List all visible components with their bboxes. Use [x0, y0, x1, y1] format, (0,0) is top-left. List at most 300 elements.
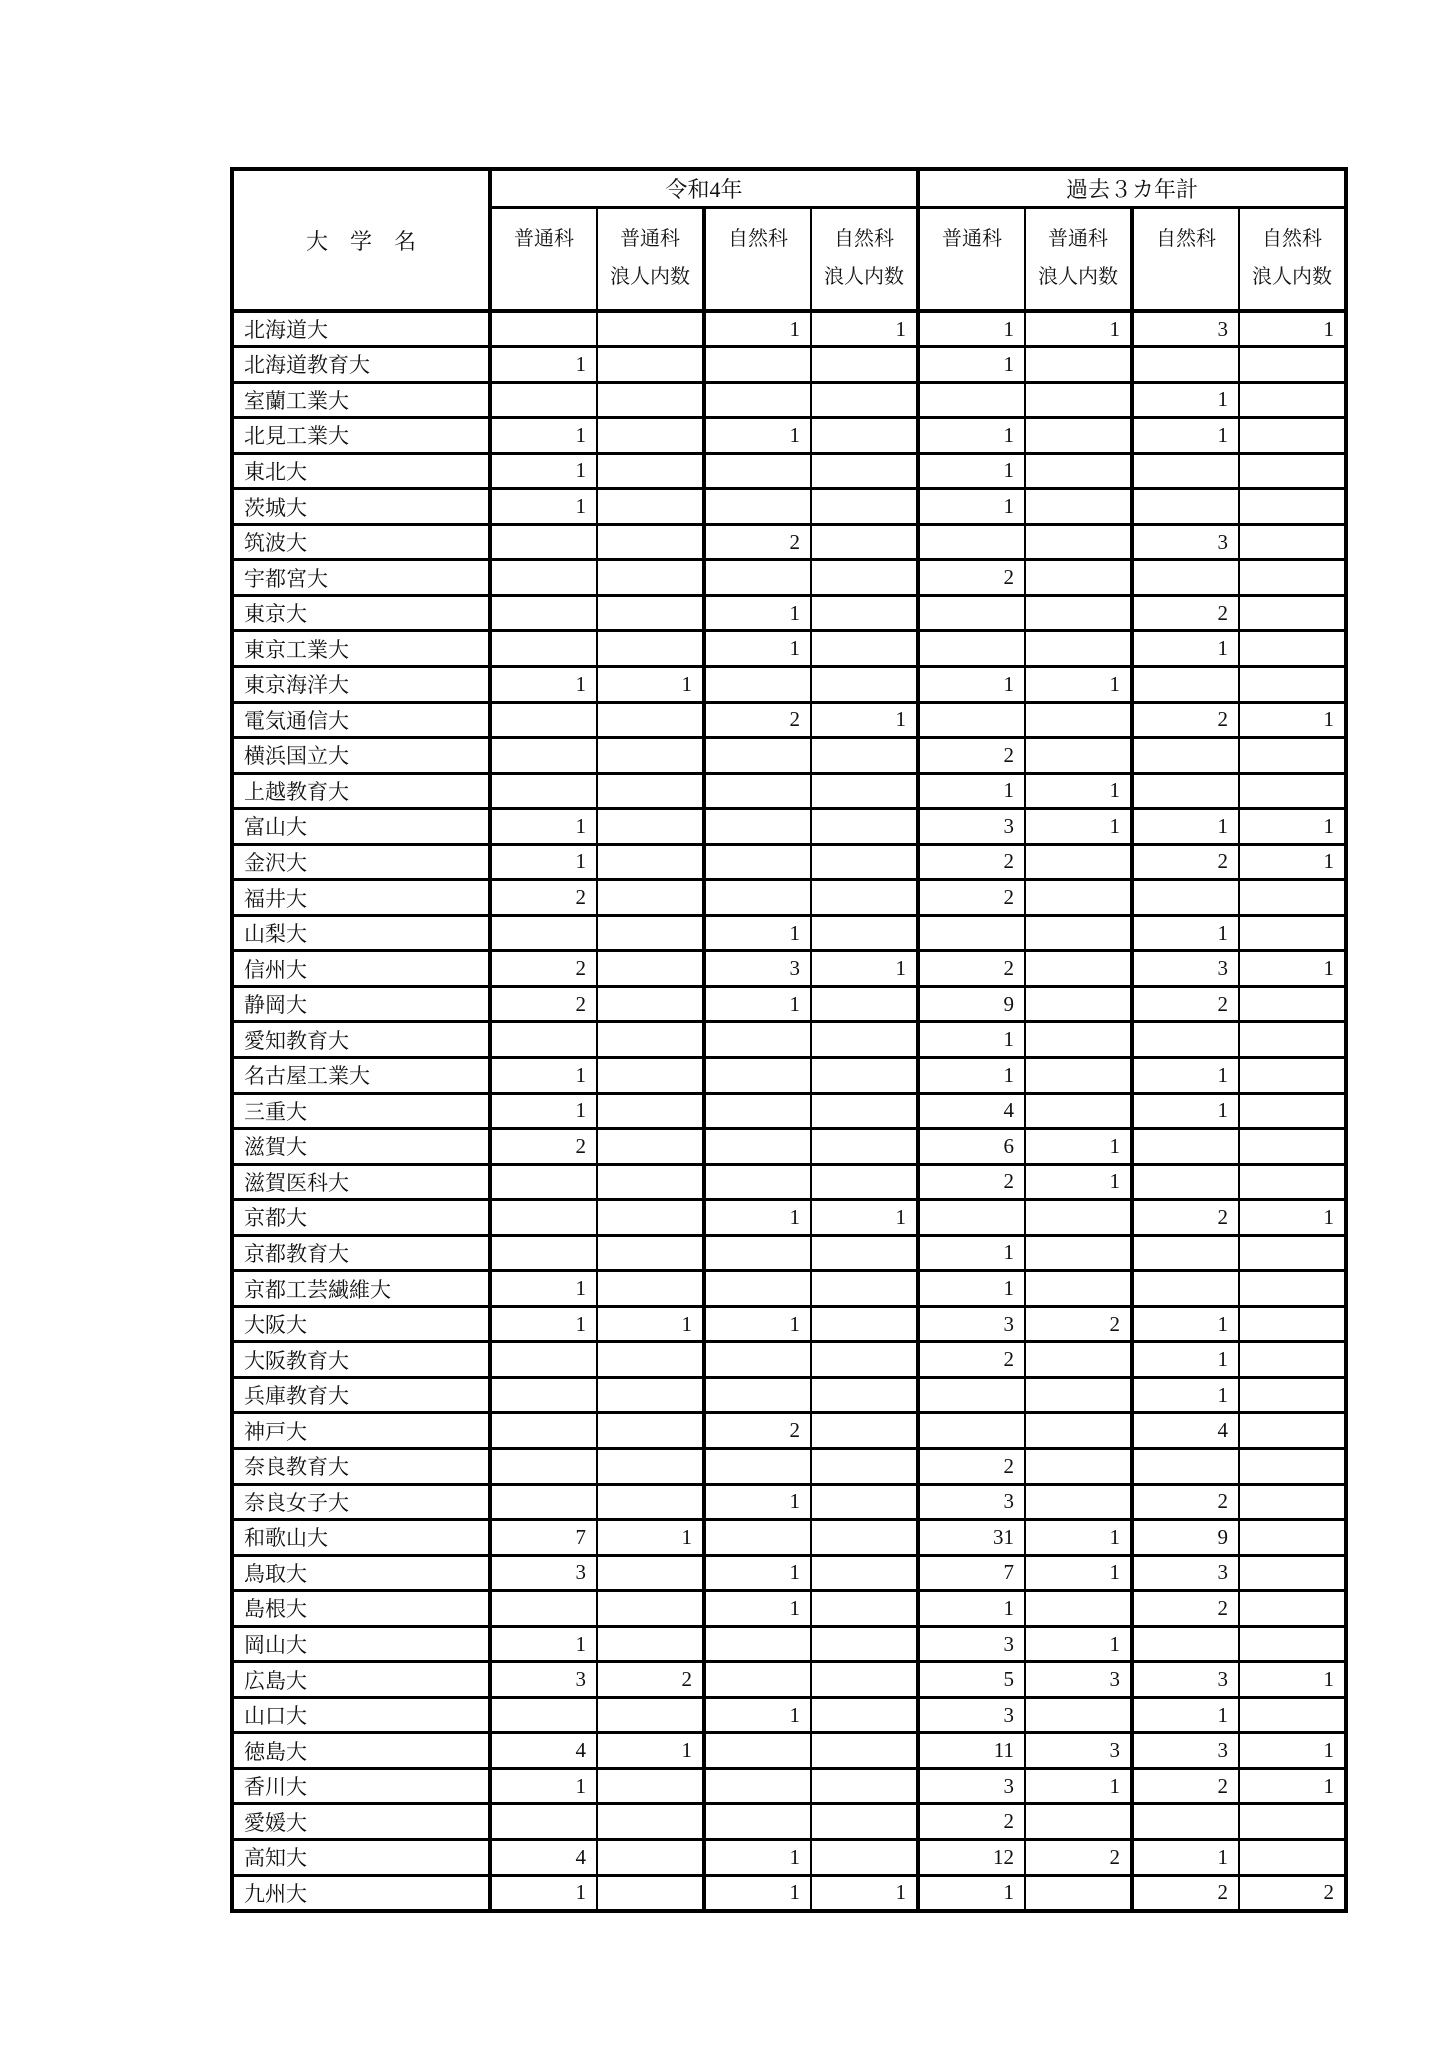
university-name-cell: 三重大: [232, 1093, 490, 1129]
university-name-cell: 信州大: [232, 951, 490, 987]
value-cell: 1: [918, 1271, 1025, 1307]
value-cell: [704, 738, 811, 774]
value-cell: 7: [918, 1555, 1025, 1591]
value-cell: [1132, 560, 1239, 596]
value-cell: 1: [811, 702, 918, 738]
value-cell: [597, 1875, 704, 1911]
value-cell: 2: [704, 1413, 811, 1449]
value-cell: 1: [1025, 1164, 1132, 1200]
subcolumn-label-line1: 自然科: [1262, 227, 1323, 250]
value-cell: [1239, 453, 1346, 489]
value-cell: 2: [597, 1662, 704, 1698]
value-cell: [811, 524, 918, 560]
value-cell: [918, 915, 1025, 951]
value-cell: 2: [1025, 1306, 1132, 1342]
value-cell: [811, 1022, 918, 1058]
value-cell: [811, 453, 918, 489]
value-cell: [704, 347, 811, 383]
value-cell: 1: [704, 631, 811, 667]
value-cell: [704, 1662, 811, 1698]
table-row: [232, 382, 1346, 418]
value-cell: [490, 773, 597, 809]
value-cell: 1: [1239, 1733, 1346, 1769]
value-cell: 1: [1025, 1555, 1132, 1591]
subcolumn-label-line1: 自然科: [834, 227, 894, 250]
value-cell: [704, 1520, 811, 1556]
value-cell: [597, 915, 704, 951]
university-name-cell: 広島大: [232, 1662, 490, 1698]
value-cell: [811, 1768, 918, 1804]
value-cell: 1: [918, 1875, 1025, 1911]
value-cell: 1: [490, 1875, 597, 1911]
table-row: [232, 1093, 1346, 1129]
value-cell: 1: [811, 1200, 918, 1236]
value-cell: [1025, 453, 1132, 489]
university-name-cell: 北海道教育大: [232, 347, 490, 383]
table-row: [232, 1200, 1346, 1236]
subcolumn-label-line2: [920, 258, 1024, 296]
value-cell: [597, 595, 704, 631]
value-cell: [1025, 1449, 1132, 1485]
table-row: [232, 453, 1346, 489]
value-cell: [597, 1840, 704, 1876]
subcolumn-label-line2: [492, 258, 596, 296]
university-name-cell: 山梨大: [232, 915, 490, 951]
value-cell: [704, 1129, 811, 1165]
value-cell: 2: [1132, 844, 1239, 880]
university-name-cell: 東北大: [232, 453, 490, 489]
table-row: [232, 915, 1346, 951]
value-cell: [1132, 880, 1239, 916]
value-cell: [1025, 1093, 1132, 1129]
section-header-past-3-years-total: 過去３カ年計: [918, 169, 1346, 207]
value-cell: [704, 844, 811, 880]
value-cell: [1239, 347, 1346, 383]
value-cell: 11: [918, 1733, 1025, 1769]
value-cell: [1239, 560, 1346, 596]
value-cell: 1: [918, 418, 1025, 454]
table-row: [232, 311, 1346, 347]
value-cell: [1239, 1057, 1346, 1093]
value-cell: [1239, 1626, 1346, 1662]
value-cell: [1239, 1342, 1346, 1378]
value-cell: [704, 489, 811, 525]
section-header-row: [232, 169, 1346, 207]
value-cell: [490, 702, 597, 738]
table-row: [232, 1591, 1346, 1627]
university-name-cell: 大阪教育大: [232, 1342, 490, 1378]
university-name-cell: 金沢大: [232, 844, 490, 880]
value-cell: 1: [1025, 1626, 1132, 1662]
table-row: [232, 1697, 1346, 1733]
university-name-cell: 愛媛大: [232, 1804, 490, 1840]
value-cell: [597, 347, 704, 383]
value-cell: [490, 1591, 597, 1627]
university-name-cell: 滋賀医科大: [232, 1164, 490, 1200]
table-row: [232, 1449, 1346, 1485]
subcolumn-label-line2: [1134, 258, 1238, 296]
university-name-cell: 山口大: [232, 1697, 490, 1733]
value-cell: 2: [1132, 1484, 1239, 1520]
value-cell: [597, 631, 704, 667]
value-cell: 2: [1132, 1875, 1239, 1911]
value-cell: [704, 1626, 811, 1662]
table-row: [232, 1022, 1346, 1058]
value-cell: [597, 1200, 704, 1236]
value-cell: [918, 1413, 1025, 1449]
table-row: [232, 1840, 1346, 1876]
university-name-cell: 徳島大: [232, 1733, 490, 1769]
value-cell: 2: [1239, 1875, 1346, 1911]
university-name-cell: 茨城大: [232, 489, 490, 525]
value-cell: 1: [1132, 1342, 1239, 1378]
value-cell: 3: [918, 1626, 1025, 1662]
value-cell: 2: [918, 738, 1025, 774]
value-cell: 9: [918, 986, 1025, 1022]
value-cell: 1: [918, 666, 1025, 702]
value-cell: [1239, 1591, 1346, 1627]
value-cell: [1025, 738, 1132, 774]
table-row: [232, 1804, 1346, 1840]
value-cell: 1: [704, 1591, 811, 1627]
value-cell: [1025, 702, 1132, 738]
value-cell: [597, 1093, 704, 1129]
university-name-cell: 奈良女子大: [232, 1484, 490, 1520]
value-cell: [597, 418, 704, 454]
value-cell: 2: [918, 951, 1025, 987]
value-cell: [597, 489, 704, 525]
table-row: [232, 1164, 1346, 1200]
value-cell: [597, 524, 704, 560]
value-cell: 1: [1132, 382, 1239, 418]
value-cell: 1: [490, 809, 597, 845]
value-cell: [1025, 1057, 1132, 1093]
value-cell: 3: [1132, 1662, 1239, 1698]
value-cell: [597, 951, 704, 987]
value-cell: [597, 844, 704, 880]
table-row: [232, 1057, 1346, 1093]
value-cell: 4: [1132, 1413, 1239, 1449]
value-cell: 1: [490, 844, 597, 880]
subcolumn-header: [1239, 207, 1346, 311]
value-cell: [1239, 880, 1346, 916]
value-cell: [811, 1093, 918, 1129]
value-cell: [597, 880, 704, 916]
value-cell: [811, 773, 918, 809]
university-name-cell: 静岡大: [232, 986, 490, 1022]
value-cell: 1: [490, 666, 597, 702]
value-cell: [811, 382, 918, 418]
value-cell: [811, 1662, 918, 1698]
value-cell: [1239, 1022, 1346, 1058]
value-cell: 1: [1132, 418, 1239, 454]
table-row: [232, 1342, 1346, 1378]
value-cell: 1: [1239, 1768, 1346, 1804]
value-cell: 1: [490, 1093, 597, 1129]
subcolumn-header: [597, 207, 704, 311]
value-cell: 1: [918, 773, 1025, 809]
value-cell: 2: [1132, 1200, 1239, 1236]
university-name-cell: 福井大: [232, 880, 490, 916]
value-cell: [1239, 1413, 1346, 1449]
value-cell: 1: [1239, 809, 1346, 845]
value-cell: [811, 844, 918, 880]
value-cell: [1132, 1235, 1239, 1271]
value-cell: [1239, 738, 1346, 774]
value-cell: 1: [918, 453, 1025, 489]
value-cell: 3: [490, 1555, 597, 1591]
table-row: [232, 880, 1346, 916]
value-cell: [811, 1449, 918, 1485]
value-cell: 1: [1132, 1057, 1239, 1093]
value-cell: 1: [704, 1875, 811, 1911]
subcolumn-header: [704, 207, 811, 311]
value-cell: [704, 560, 811, 596]
university-name-cell: 京都教育大: [232, 1235, 490, 1271]
value-cell: [1132, 347, 1239, 383]
value-cell: 2: [918, 880, 1025, 916]
value-cell: [1239, 631, 1346, 667]
value-cell: 1: [1239, 844, 1346, 880]
value-cell: 1: [490, 1271, 597, 1307]
value-cell: [490, 1235, 597, 1271]
value-cell: [1239, 1697, 1346, 1733]
value-cell: [918, 702, 1025, 738]
table-row: [232, 1484, 1346, 1520]
value-cell: [1239, 1306, 1346, 1342]
value-cell: [811, 1733, 918, 1769]
value-cell: [1239, 1520, 1346, 1556]
value-cell: [811, 347, 918, 383]
university-name-cell: 横浜国立大: [232, 738, 490, 774]
column-header-university-name: 大 学 名: [305, 228, 416, 254]
university-name-cell: 富山大: [232, 809, 490, 845]
value-cell: 6: [918, 1129, 1025, 1165]
value-cell: 3: [1025, 1733, 1132, 1769]
value-cell: 1: [918, 1057, 1025, 1093]
value-cell: 2: [918, 844, 1025, 880]
value-cell: [1025, 951, 1132, 987]
value-cell: [1239, 1129, 1346, 1165]
value-cell: 5: [918, 1662, 1025, 1698]
value-cell: [597, 560, 704, 596]
value-cell: [1025, 915, 1132, 951]
value-cell: 2: [918, 1804, 1025, 1840]
value-cell: [490, 524, 597, 560]
value-cell: [1132, 1626, 1239, 1662]
value-cell: 4: [490, 1733, 597, 1769]
value-cell: [918, 382, 1025, 418]
value-cell: [704, 1022, 811, 1058]
value-cell: [1025, 1804, 1132, 1840]
value-cell: [1025, 418, 1132, 454]
value-cell: [811, 1271, 918, 1307]
value-cell: [1025, 382, 1132, 418]
value-cell: [1025, 595, 1132, 631]
university-name-cell: 東京工業大: [232, 631, 490, 667]
value-cell: [704, 1271, 811, 1307]
value-cell: [597, 1129, 704, 1165]
table-row: [232, 1662, 1346, 1698]
value-cell: [490, 1697, 597, 1733]
value-cell: [1025, 880, 1132, 916]
value-cell: [704, 809, 811, 845]
table-row: [232, 951, 1346, 987]
value-cell: [1132, 1449, 1239, 1485]
table-row: [232, 595, 1346, 631]
value-cell: 1: [918, 489, 1025, 525]
value-cell: [1239, 1484, 1346, 1520]
value-cell: [490, 560, 597, 596]
subcolumn-label-line2: [706, 258, 810, 296]
value-cell: [597, 1555, 704, 1591]
value-cell: [597, 809, 704, 845]
value-cell: 3: [1132, 951, 1239, 987]
subcolumn-header: [918, 207, 1025, 311]
value-cell: [1239, 773, 1346, 809]
value-cell: [1025, 347, 1132, 383]
value-cell: [597, 1591, 704, 1627]
value-cell: [1025, 524, 1132, 560]
value-cell: [811, 1697, 918, 1733]
value-cell: 4: [490, 1840, 597, 1876]
value-cell: [597, 1804, 704, 1840]
table-row: [232, 844, 1346, 880]
value-cell: [1025, 986, 1132, 1022]
value-cell: [490, 1200, 597, 1236]
value-cell: [490, 1484, 597, 1520]
value-cell: [597, 382, 704, 418]
university-name-cell: 鳥取大: [232, 1555, 490, 1591]
value-cell: 3: [918, 1306, 1025, 1342]
table-row: [232, 738, 1346, 774]
value-cell: [597, 1235, 704, 1271]
value-cell: 1: [918, 347, 1025, 383]
value-cell: [1239, 489, 1346, 525]
value-cell: [1239, 1804, 1346, 1840]
value-cell: [597, 1057, 704, 1093]
value-cell: [811, 1840, 918, 1876]
subcolumn-header: [1025, 207, 1132, 311]
value-cell: 2: [490, 986, 597, 1022]
subcolumn-label-line1: 自然科: [1156, 227, 1217, 250]
table-row: [232, 1875, 1346, 1911]
value-cell: 3: [704, 951, 811, 987]
value-cell: [597, 702, 704, 738]
subcolumn-label-line2: 浪人内数: [610, 265, 690, 288]
value-cell: [1132, 1129, 1239, 1165]
value-cell: [704, 1093, 811, 1129]
value-cell: [811, 1342, 918, 1378]
value-cell: [490, 1413, 597, 1449]
university-name-cell: 和歌山大: [232, 1520, 490, 1556]
value-cell: [704, 1164, 811, 1200]
table-row: [232, 1733, 1346, 1769]
value-cell: 2: [490, 951, 597, 987]
university-name-cell: 島根大: [232, 1591, 490, 1627]
value-cell: [1132, 1022, 1239, 1058]
value-cell: [490, 595, 597, 631]
value-cell: [1239, 1093, 1346, 1129]
value-cell: [1025, 1271, 1132, 1307]
university-name-cell: 兵庫教育大: [232, 1377, 490, 1413]
value-cell: 2: [918, 1449, 1025, 1485]
value-cell: [811, 1164, 918, 1200]
value-cell: 1: [704, 1840, 811, 1876]
value-cell: [704, 1342, 811, 1378]
value-cell: [704, 1057, 811, 1093]
value-cell: 1: [704, 1484, 811, 1520]
value-cell: [490, 915, 597, 951]
value-cell: [1239, 1555, 1346, 1591]
university-name-cell: 愛知教育大: [232, 1022, 490, 1058]
value-cell: 1: [597, 1520, 704, 1556]
value-cell: 1: [1132, 1697, 1239, 1733]
value-cell: 1: [918, 1235, 1025, 1271]
value-cell: [704, 1377, 811, 1413]
table-row: [232, 1235, 1346, 1271]
value-cell: [597, 1377, 704, 1413]
university-name-cell: 東京海洋大: [232, 666, 490, 702]
value-cell: [1239, 1271, 1346, 1307]
value-cell: 2: [1025, 1840, 1132, 1876]
table-row: [232, 631, 1346, 667]
value-cell: 1: [1132, 1377, 1239, 1413]
value-cell: [1025, 1235, 1132, 1271]
value-cell: 2: [918, 1164, 1025, 1200]
value-cell: 3: [918, 1697, 1025, 1733]
value-cell: 3: [1132, 1555, 1239, 1591]
value-cell: [1132, 1164, 1239, 1200]
value-cell: [597, 738, 704, 774]
value-cell: [1239, 1840, 1346, 1876]
value-cell: [1132, 738, 1239, 774]
value-cell: [1025, 560, 1132, 596]
subcolumn-label-line1: 普通科: [514, 227, 574, 250]
table-row: [232, 1520, 1346, 1556]
university-name-cell: 京都大: [232, 1200, 490, 1236]
subcolumn-header: [1132, 207, 1239, 311]
value-cell: [918, 1377, 1025, 1413]
value-cell: [490, 1342, 597, 1378]
value-cell: 2: [490, 880, 597, 916]
value-cell: [1239, 524, 1346, 560]
value-cell: [1239, 915, 1346, 951]
value-cell: [597, 1271, 704, 1307]
value-cell: [1239, 666, 1346, 702]
value-cell: [811, 1555, 918, 1591]
value-cell: [1132, 489, 1239, 525]
value-cell: 1: [597, 1306, 704, 1342]
value-cell: [597, 1164, 704, 1200]
value-cell: [811, 1626, 918, 1662]
subcolumn-label-line1: 普通科: [620, 227, 680, 250]
value-cell: 3: [1025, 1662, 1132, 1698]
value-cell: [704, 1804, 811, 1840]
value-cell: [1025, 1591, 1132, 1627]
value-cell: [811, 666, 918, 702]
subcolumn-label-line1: 普通科: [1048, 227, 1109, 250]
value-cell: [811, 1591, 918, 1627]
value-cell: [704, 382, 811, 418]
value-cell: 1: [490, 1057, 597, 1093]
value-cell: 1: [1239, 702, 1346, 738]
value-cell: 1: [1025, 1768, 1132, 1804]
value-cell: [1239, 1164, 1346, 1200]
value-cell: [1025, 1484, 1132, 1520]
table-row: [232, 489, 1346, 525]
university-name-cell: 岡山大: [232, 1626, 490, 1662]
